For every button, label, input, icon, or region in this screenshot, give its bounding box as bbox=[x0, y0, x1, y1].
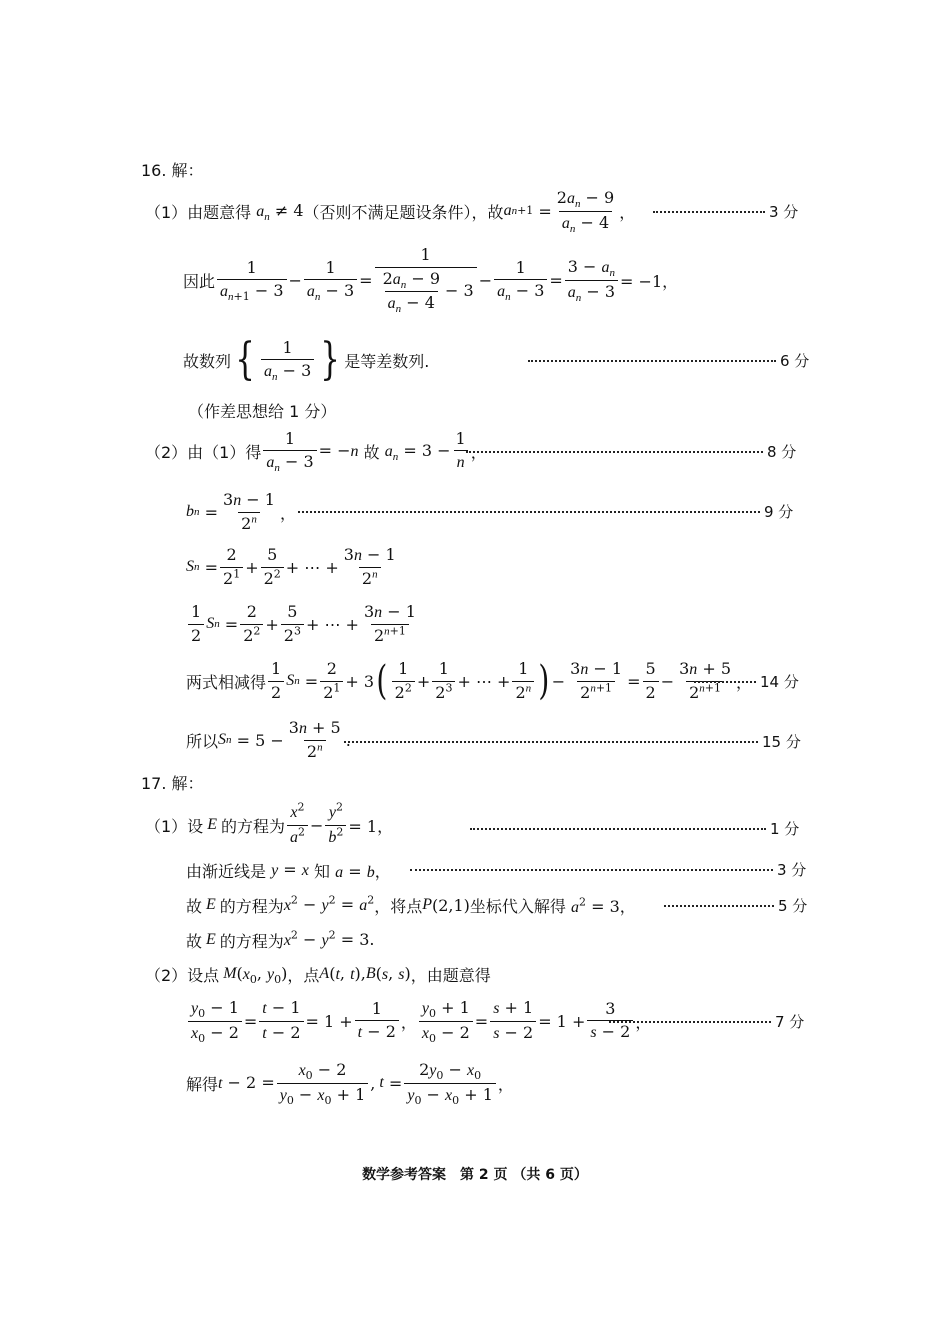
p16-line7: 1 2 S n = 2 $2^2$ + 5 $2^3$ + ⋯ + 3n − 1 $2^{n+1}$ bbox=[186, 600, 421, 648]
p16-line9: 所以 S n = 5 − 3n + 5 2$^n$ . bbox=[186, 717, 351, 761]
p16-line3: 故数列 { 1 $a_n - 3$ } 是等差数列. bbox=[183, 334, 430, 385]
p17-line1: （1）设 E 的方程为 $x^2$ $a^2$ − $y^2$ $b^2$ = 1， bbox=[145, 800, 394, 846]
p16-line2: 因此 1 $a_{n+1} - 3$ − $\frac{1}{a_n - 3}$ = 1 $2a_n - 9$ $a_n - 4$ − 3 − $\frac{1}{a_n - 3}$ = $\frac{3 - a_n}{a_n - 3}$ = −1， bbox=[183, 245, 679, 316]
score-leader: 5 分 bbox=[664, 895, 807, 916]
p17-line3: 故 E 的方程为 $x^2 - y^2 = a^2$ ，将点 P (2,1) 坐标代入解得 $a^2 = 3$， bbox=[186, 893, 636, 916]
p17-line4: 故 E 的方程为 $x^2 - y^2 = 3$. bbox=[186, 928, 375, 951]
score-leader: 14 分 bbox=[694, 671, 799, 692]
p17-line6: $y_0 - 1$ $x_0 - 2$ = t − 1 t − 2 = 1 + 1 t − 2 ， $y_0 + 1$ $x_0 - 2$ = s + 1 s − 2 = 1 + 3 s − 2 ， bbox=[186, 996, 651, 1046]
p16-line8: 两式相减得 1 2 S n = 2 $2^1$ + 3 ( 1 $2^2$ + 1 $2^3$ + ⋯ + 1 2$^n$ ) − 3n − 1 $2^{n+1}$ = 5 2 − 3n + 5 $2^{n+1}$ ， bbox=[186, 658, 753, 704]
p16-line4: （2）由（1）得 $\frac{1}{a_n - 3}$ = −n 故 $a_n = 3$ − $\frac{1}{n}$ ， bbox=[145, 428, 487, 475]
p17-line5: （2）设点 M ($x_0$, $y_0$) ，点 A (t, t), B (s, s) ，由题意得 bbox=[145, 964, 491, 987]
score-leader: 9 分 bbox=[298, 501, 793, 522]
problem-17-heading: 17. 解： bbox=[141, 774, 204, 793]
problem-16-heading: 16. 解： bbox=[141, 161, 204, 180]
p16-note: （作差思想给 1 分） bbox=[188, 402, 337, 421]
p16-line1: （1）由题意得 $a_n \ne 4$ （否则不满足题设条件），故 a n +1 = $2a_n - 9$ $a_n - 4$ ， bbox=[145, 188, 636, 235]
score-leader: 8 分 bbox=[466, 441, 796, 462]
score-leader: 6 分 bbox=[528, 350, 809, 371]
score-leader: 1 分 bbox=[470, 818, 799, 839]
score-leader: 7 分 bbox=[609, 1011, 804, 1032]
p17-line2: 由渐近线是 y = x 知 a = b， bbox=[186, 860, 391, 881]
score-leader: 3 分 bbox=[410, 859, 806, 880]
page-footer: 数学参考答案 第 2 页 （共 6 页） bbox=[362, 1167, 588, 1183]
p16-line6: S n = 2 $2^1$ + 5 $2^2$ + ⋯ + 3n − 1 2$^n$ bbox=[186, 544, 396, 588]
score-leader: 3 分 bbox=[653, 201, 798, 222]
p17-line7: 解得 t − 2 = $\frac{x_0 - 2}{y_0 - x_0 + 1}$ , t = $2y_0 - x_0$ $y_0 - x_0 + 1$ ， bbox=[186, 1060, 514, 1107]
p16-line5: b n = 3n − 1 2$^n$ ， bbox=[186, 489, 296, 533]
score-leader: 15 分 bbox=[344, 731, 801, 752]
